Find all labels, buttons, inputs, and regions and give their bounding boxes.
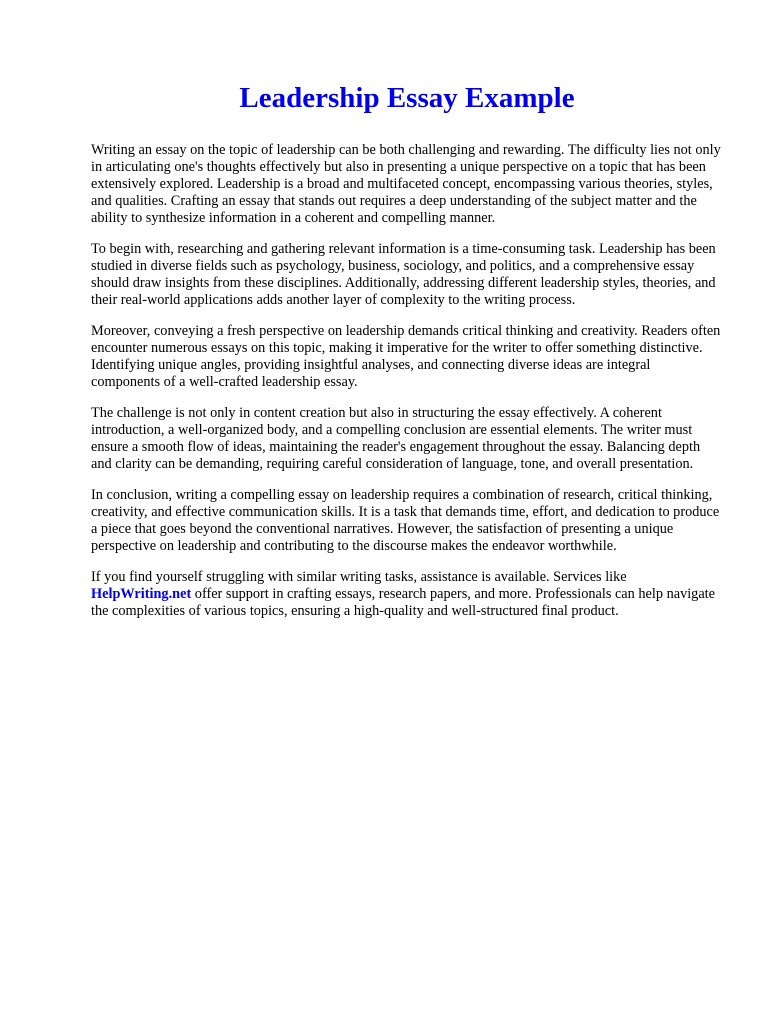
assistance-text-before-link: If you find yourself struggling with similar writing tasks, assistance is available. Services like [91, 569, 627, 585]
paragraph-assistance [91, 569, 723, 620]
paragraph-research: To begin with, researching and gathering relevant information is a time-consuming task. Leadership has been studied in diverse fields such as psychology, business, sociology, and politics, and a comprehensive essay should draw insights from these disciplines. Additionally, addressing different leadership styles, theories, and their real-world applications adds another layer of complexity to the writing process. [91, 241, 716, 308]
paragraph-perspective: Moreover, conveying a fresh perspective on leadership demands critical thinking and creativity. Readers often encounter numerous essays on this topic, making it imperative for the writer to offer something distinctive. Identifying unique angles, providing insightful analyses, and connecting diverse ideas are integral components of a well-crafted leadership essay. [91, 323, 721, 390]
document-page [91, 80, 723, 634]
paragraph-intro: Writing an essay on the topic of leadership can be both challenging and rewarding. The difficulty lies not only in articulating one's thoughts effectively but also in presenting a unique perspective on a topic that has been extensively explored. Leadership is a broad and multifaceted concept, encompassing various theories, styles, and qualities. Crafting an essay that stands out requires a deep understanding of the subject matter and the ability to synthesize information in a coherent and compelling manner. [91, 142, 721, 226]
helpwriting-link[interactable]: HelpWriting.net [91, 586, 192, 602]
paragraph-conclusion: In conclusion, writing a compelling essay on leadership requires a combination of research, critical thinking, creativity, and effective communication skills. It is a task that demands time, effort, and dedication to produce a piece that goes beyond the conventional narratives. However, the satisfaction of presenting a unique perspective on leadership and contributing to the discourse makes the endeavor worthwhile. [91, 487, 720, 554]
assistance-text-after-link: offer support in crafting essays, research papers, and more. Professionals can help navigate the complexities of various topics, ensuring a high-quality and well-structured final product. [91, 586, 715, 619]
document-title: Leadership Essay Example [239, 82, 575, 114]
paragraph-structure: The challenge is not only in content creation but also in structuring the essay effectively. A coherent introduction, a well-organized body, and a compelling conclusion are essential elements. The writer must ensure a smooth flow of ideas, maintaining the reader's engagement throughout the essay. Balancing depth and clarity can be demanding, requiring careful consideration of language, tone, and overall presentation. [91, 405, 701, 472]
